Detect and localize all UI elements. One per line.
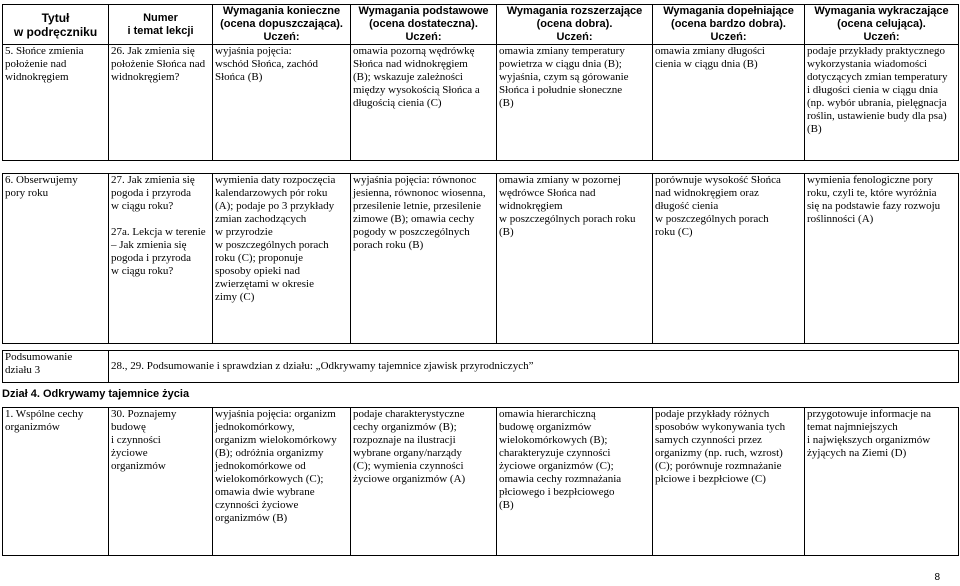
summary-text: 28., 29. Podsumowanie i sprawdzian z działu: „Odkrywamy tajemnice zjawisk przyrodniczych”: [109, 351, 959, 383]
row1-title: 1. Wspólne cechy organizmów: [3, 408, 109, 556]
row5-podstawowe: omawia pozorną wędrówkę Słońca nad widnokręgiem (B); wskazuje zależności między wysokością Słońca a długością cienia (C): [351, 45, 497, 161]
header-lesson: Numer i temat lekcji: [109, 5, 213, 45]
row6-dopelniajace: porównuje wysokość Słońca nad widnokręgiem oraz długość cienia w poszczególnych porach roku (C): [653, 174, 805, 344]
row1-podstawowe: podaje charakterystyczne cechy organizmów (B); rozpoznaje na ilustracji wybrane organy/narządy (C); wymienia czynności życiowe organizmów (A): [351, 408, 497, 556]
row1-konieczne: wyjaśnia pojęcia: organizm jednokomórkowy, organizm wielokomórkowy (B); odróżnia organizmy jednokomórkowe od wielokomórkowych (C); omawia dwie wybrane czynności życiowe organizmów (B): [213, 408, 351, 556]
row1-dopelniajace: podaje przykłady różnych sposobów wykonywania tych samych czynności przez organizmy (np. ruch, wzrost) (C); porównuje rozmnażanie płciowe i bezpłciowe (C): [653, 408, 805, 556]
header-rozszerzajace: Wymagania rozszerzające (ocena dobra). Uczeń:: [497, 5, 653, 45]
header-konieczne: Wymagania konieczne (ocena dopuszczająca). Uczeń:: [213, 5, 351, 45]
row6-wykraczajace: wymienia fenologiczne pory roku, czyli te, które wyróżnia się na podstawie fazy rozwoju roślinności (A): [805, 174, 959, 344]
section-heading: Dział 4. Odkrywamy tajemnice życia: [2, 388, 190, 400]
row6-rozszerzajace: omawia zmiany w pozornej wędrówce Słońca nad widnokręgiem w poszczególnych porach roku (B): [497, 174, 653, 344]
row5-dopelniajace: omawia zmiany długości cienia w ciągu dnia (B): [653, 45, 805, 161]
page-number: 8: [934, 572, 940, 583]
row6-konieczne: wymienia daty rozpoczęcia kalendarzowych pór roku (A); podaje po 3 przykłady zmian zachodzących w przyrodzie w poszczególnych porach roku (C); proponuje sposoby opieki nad zwierzętami w okresie zimy (C): [213, 174, 351, 344]
requirements-table-header: [2, 4, 959, 161]
row5-wykraczajace: podaje przykłady praktycznego wykorzystania wiadomości dotyczących zmian temperatury i długości cienia w ciągu dnia (np. wybór ubrania, pielęgnacja roślin, ustawienie budy dla psa) (B): [805, 45, 959, 161]
row1-wykraczajace: przygotowuje informacje na temat najmniejszych i największych organizmów żyjących na Ziemi (D): [805, 408, 959, 556]
row5-rozszerzajace: omawia zmiany temperatury powietrza w ciągu dnia (B); wyjaśnia, czym są górowanie Słońca i południe słoneczne (B): [497, 45, 653, 161]
header-dopelniajace: Wymagania dopełniające (ocena bardzo dobra). Uczeń:: [653, 5, 805, 45]
row5-konieczne: wyjaśnia pojęcia: wschód Słońca, zachód Słońca (B): [213, 45, 351, 161]
summary-table: [2, 350, 959, 383]
row1-rozszerzajace: omawia hierarchiczną budowę organizmów wielokomórkowych (B); charakteryzuje czynności życiowe organizmów (C); omawia cechy rozmnażania płciowego i bezpłciowego (B): [497, 408, 653, 556]
row1-lesson: 30. Poznajemy budowę i czynności życiowe organizmów: [109, 408, 213, 556]
requirements-table-row6: [2, 173, 959, 344]
header-title: Tytuł w podręczniku: [3, 5, 109, 45]
row6-lesson: 27. Jak zmienia się pogoda i przyroda w ciągu roku? 27a. Lekcja w terenie – Jak zmienia się pogoda i przyroda w ciągu roku?: [109, 174, 213, 344]
summary-title: Podsumowanie działu 3: [3, 351, 109, 383]
requirements-table-section4: [2, 407, 959, 556]
row5-lesson: 26. Jak zmienia się położenie Słońca nad widnokręgiem?: [109, 45, 213, 161]
header-wykraczajace: Wymagania wykraczające (ocena celująca). Uczeń:: [805, 5, 959, 45]
row6-podstawowe: wyjaśnia pojęcia: równonoc jesienna, równonoc wiosenna, przesilenie letnie, przesilenie zimowe (B); omawia cechy pogody w poszczególnych porach roku (B): [351, 174, 497, 344]
row5-title: 5. Słońce zmienia położenie nad widnokręgiem: [3, 45, 109, 161]
header-podstawowe: Wymagania podstawowe (ocena dostateczna). Uczeń:: [351, 5, 497, 45]
row6-title: 6. Obserwujemy pory roku: [3, 174, 109, 344]
